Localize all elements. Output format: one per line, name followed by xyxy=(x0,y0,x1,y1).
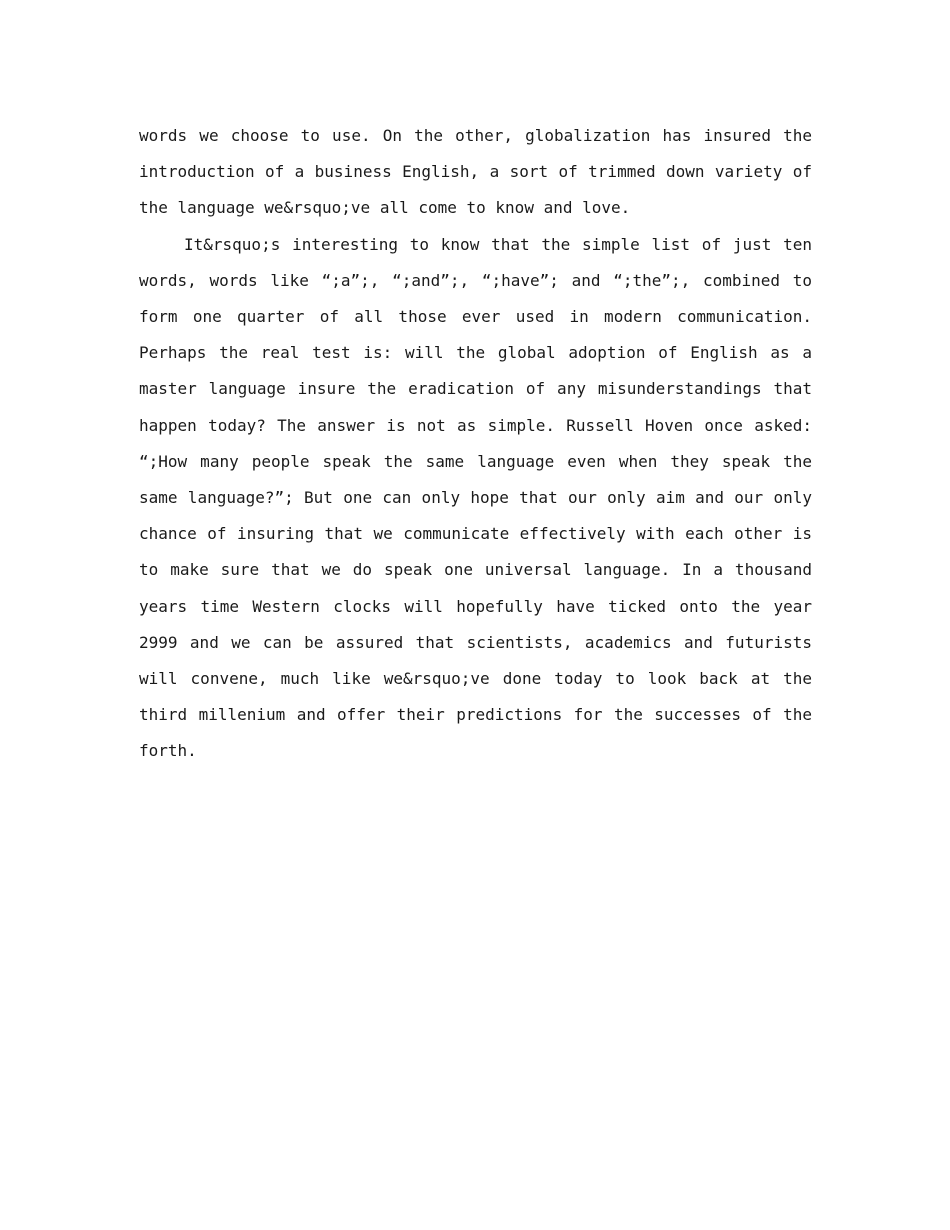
body-text xyxy=(139,118,812,770)
paragraph-continued: words we choose to use. On the other, globalization has insured the introduction of a business English, a sort of trimmed down variety of the language we&rsquo;ve all come to know and love. xyxy=(139,126,812,218)
paragraph-main: It&rsquo;s interesting to know that the simple list of just ten words, words like “;a”;, “;and”;, “;have”; and “;the”;, combined to form one quarter of all those ever used in modern communication. Perhaps the real test is: will the global adoption of English as a master language insure the eradication of any misunderstandings that happen today? The answer is not as simple. Russell Hoven once asked: “;How many people speak the same language even when they speak the same language?”; But one can only hope that our only aim and our only chance of insuring that we communicate effectively with each other is to make sure that we do speak one universal language. In a thousand years time Western clocks will hopefully have ticked onto the year 2999 and we can be assured that scientists, academics and futurists will convene, much like we&rsquo;ve done today to look back at the third millenium and offer their predictions for the successes of the forth. xyxy=(139,234,812,761)
